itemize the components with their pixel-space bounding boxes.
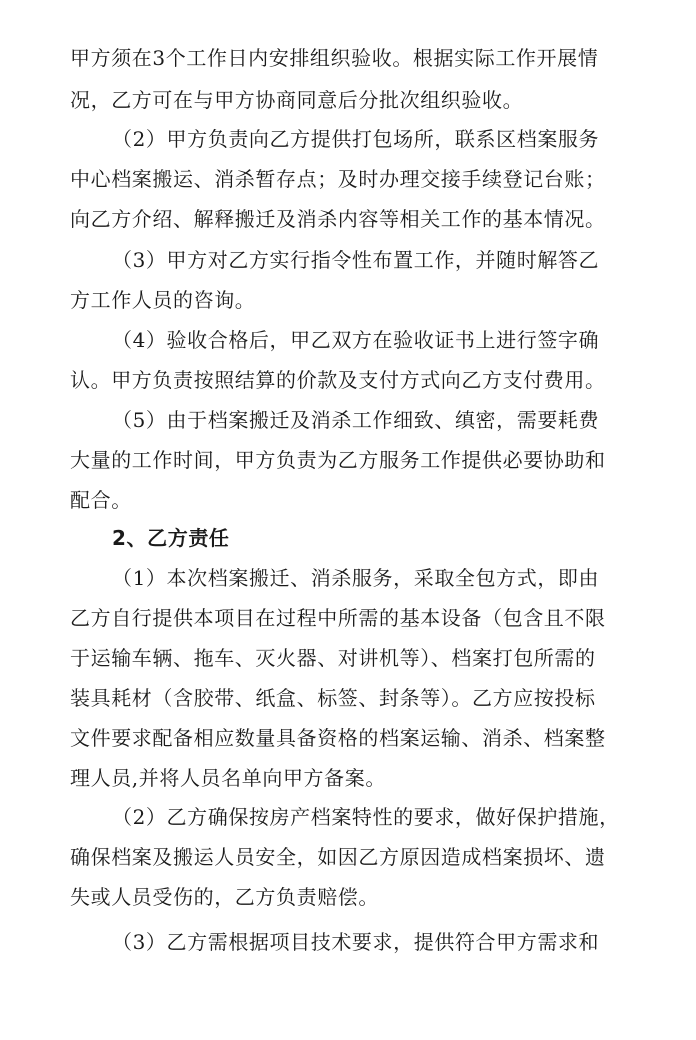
text-line: （1）本次档案搬迁、消杀服务，采取全包方式，即由	[112, 566, 600, 590]
text-line: 向乙方介绍、解释搬迁及消杀内容等相关工作的基本情况。	[70, 207, 606, 231]
text-line: （3）乙方需根据项目技术要求，提供符合甲方需求和	[112, 930, 600, 954]
section-heading: 2、乙方责任	[112, 526, 230, 550]
text-line: 甲方须在3个工作日内安排组织验收。根据实际工作开展情	[70, 46, 599, 70]
text-line: （2）甲方负责向乙方提供打包场所，联系区档案服务	[112, 127, 600, 151]
text-line: 方工作人员的咨询。	[70, 288, 256, 312]
text-line: 理人员,并将人员名单向甲方备案。	[70, 766, 386, 790]
text-line: 认。甲方负责按照结算的价款及支付方式向乙方支付费用。	[70, 368, 606, 392]
text-line: 乙方自行提供本项目在过程中所需的基本设备（包含且不限	[70, 606, 606, 630]
text-line: （2）乙方确保按房产档案特性的要求，做好保护措施，	[112, 805, 620, 829]
text-line: 装具耗材（含胶带、纸盒、标签、封条等）。乙方应按投标	[70, 686, 596, 710]
text-line: （5）由于档案搬迁及消杀工作细致、缜密，需要耗费	[112, 408, 600, 432]
text-line: 于运输车辆、拖车、灭火器、对讲机等）、档案打包所需的	[70, 646, 596, 670]
text-line: 文件要求配备相应数量具备资格的档案运输、消杀、档案整	[70, 726, 606, 750]
text-line: （4）验收合格后，甲乙双方在验收证书上进行签字确	[112, 328, 600, 352]
text-line: 确保档案及搬运人员安全，如因乙方原因造成档案损坏、遗	[70, 845, 606, 869]
text-line: 大量的工作时间，甲方负责为乙方服务工作提供必要协助和	[70, 448, 606, 472]
text-line: 配合。	[70, 488, 132, 512]
text-line: 失或人员受伤的，乙方负责赔偿。	[70, 885, 379, 909]
text-line: 中心档案搬运、消杀暂存点；及时办理交接手续登记台账；	[70, 167, 606, 191]
text-line: 况，乙方可在与甲方协商同意后分批次组织验收。	[70, 88, 524, 112]
text-line: （3）甲方对乙方实行指令性布置工作，并随时解答乙	[112, 248, 600, 272]
